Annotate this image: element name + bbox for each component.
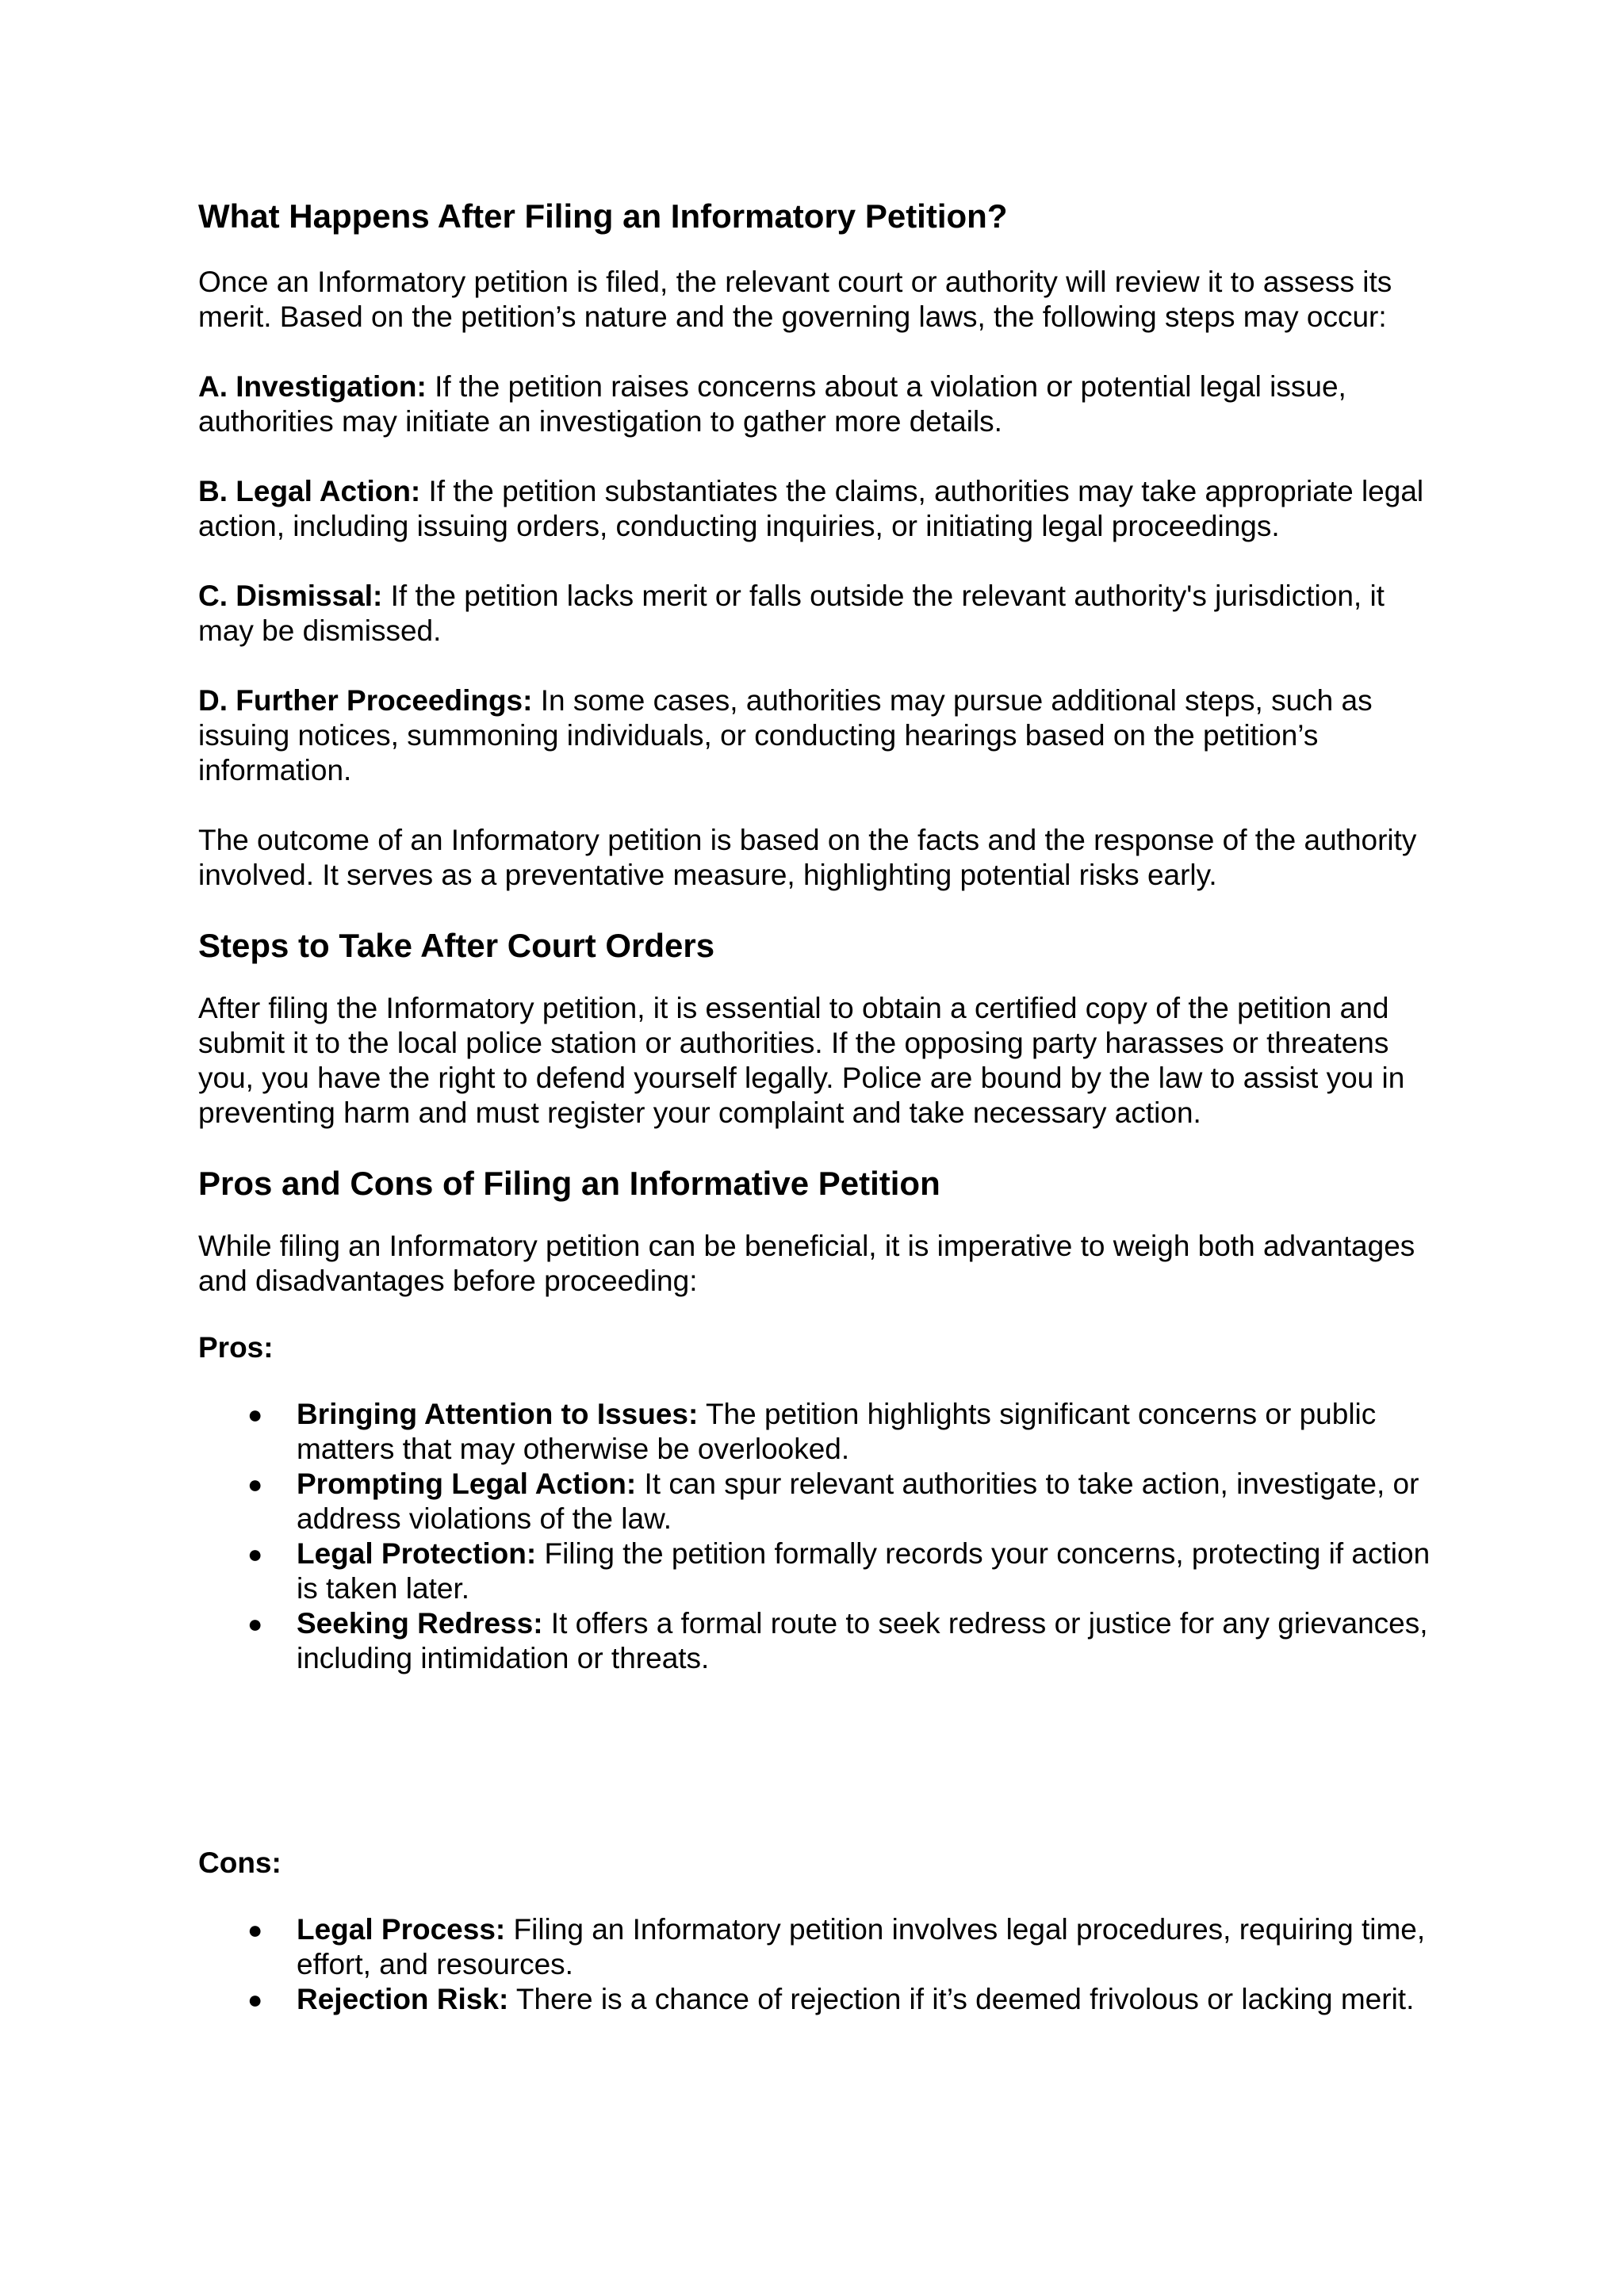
step-text: If the petition raises concerns about a violation or potential legal issue, authorities may initiate an investigation to gather more details. — [198, 370, 1346, 438]
list-item — [198, 1397, 1435, 1467]
bullet-icon: ● — [247, 1470, 263, 1498]
list-item — [198, 1982, 1435, 2017]
item-text: Filing an Informatory petition involves legal procedures, requiring time, effort, and resources. — [297, 1913, 1426, 1980]
item-text: It offers a formal route to seek redress or justice for any grievances, including intimidation or threats. — [297, 1607, 1428, 1674]
item-label: Legal Protection: — [297, 1537, 537, 1570]
step-dismissal — [198, 579, 1435, 649]
step-text: If the petition substantiates the claims, authorities may take appropriate legal action, including issuing orders, conducting inquiries, or initiating legal proceedings. — [198, 475, 1424, 542]
bullet-icon: ● — [247, 1985, 263, 2014]
list-item — [198, 1606, 1435, 1676]
item-text: It can spur relevant authorities to take action, investigate, or address violations of the law. — [297, 1468, 1419, 1535]
item-label: Legal Process: — [297, 1913, 506, 1946]
pros-list — [198, 1397, 1435, 1676]
pros-cons-intro: While filing an Informatory petition can be beneficial, it is imperative to weigh both advantages and disadvantages before proceeding: — [198, 1230, 1415, 1297]
bullet-icon: ● — [247, 1915, 263, 1944]
item-label: Rejection Risk: — [297, 1983, 509, 2015]
list-item — [198, 1536, 1435, 1606]
court-orders-body: After filing the Informatory petition, it is essential to obtain a certified copy of the petition and submit it to the local police station or authorities. If the opposing party harasses or threatens you, you have the right to defend yourself legally. Police are bound by the law to assist you in preventing harm and must register your complaint and take necessary action. — [198, 992, 1405, 1129]
heading-pros-cons: Pros and Cons of Filing an Informative Petition — [198, 1165, 940, 1202]
item-label: Seeking Redress: — [297, 1607, 543, 1640]
step-legal-action — [198, 474, 1435, 544]
list-item — [198, 1912, 1435, 1982]
item-text: The petition highlights significant concerns or public matters that may otherwise be overlooked. — [297, 1398, 1377, 1465]
item-text: Filing the petition formally records your concerns, protecting if action is taken later. — [297, 1537, 1431, 1605]
step-further-proceedings — [198, 683, 1435, 788]
bullet-icon: ● — [247, 1609, 263, 1638]
step-investigation — [198, 369, 1435, 439]
step-label: B. Legal Action: — [198, 475, 421, 507]
bullet-icon: ● — [247, 1540, 263, 1568]
cons-label: Cons: — [198, 1846, 282, 1879]
bullet-icon: ● — [247, 1400, 263, 1429]
step-text: In some cases, authorities may pursue additional steps, such as issuing notices, summoning individuals, or conducting hearings based on the petition’s information. — [198, 684, 1373, 786]
step-label: C. Dismissal: — [198, 580, 383, 612]
step-label: A. Investigation: — [198, 370, 427, 403]
list-item — [198, 1467, 1435, 1536]
heading-after-filing: What Happens After Filing an Informatory Petition? — [198, 197, 1008, 235]
step-label: D. Further Proceedings: — [198, 684, 533, 717]
heading-court-orders: Steps to Take After Court Orders — [198, 927, 715, 964]
item-label: Bringing Attention to Issues: — [297, 1398, 699, 1430]
item-label: Prompting Legal Action: — [297, 1468, 637, 1500]
after-filing-outro: The outcome of an Informatory petition is based on the facts and the response of the authority involved. It serves as a preventative measure, highlighting potential risks early. — [198, 824, 1417, 891]
item-text: There is a chance of rejection if it’s deemed frivolous or lacking merit. — [508, 1983, 1415, 2015]
cons-list — [198, 1912, 1435, 2017]
document-content — [198, 195, 1435, 2017]
pros-label: Pros: — [198, 1331, 274, 1364]
after-filing-intro: Once an Informatory petition is filed, the relevant court or authority will review it to assess its merit. Based on the petition’s nature and the governing laws, the following steps may occur: — [198, 266, 1392, 333]
step-text: If the petition lacks merit or falls outside the relevant authority's jurisdiction, it may be dismissed. — [198, 580, 1385, 647]
